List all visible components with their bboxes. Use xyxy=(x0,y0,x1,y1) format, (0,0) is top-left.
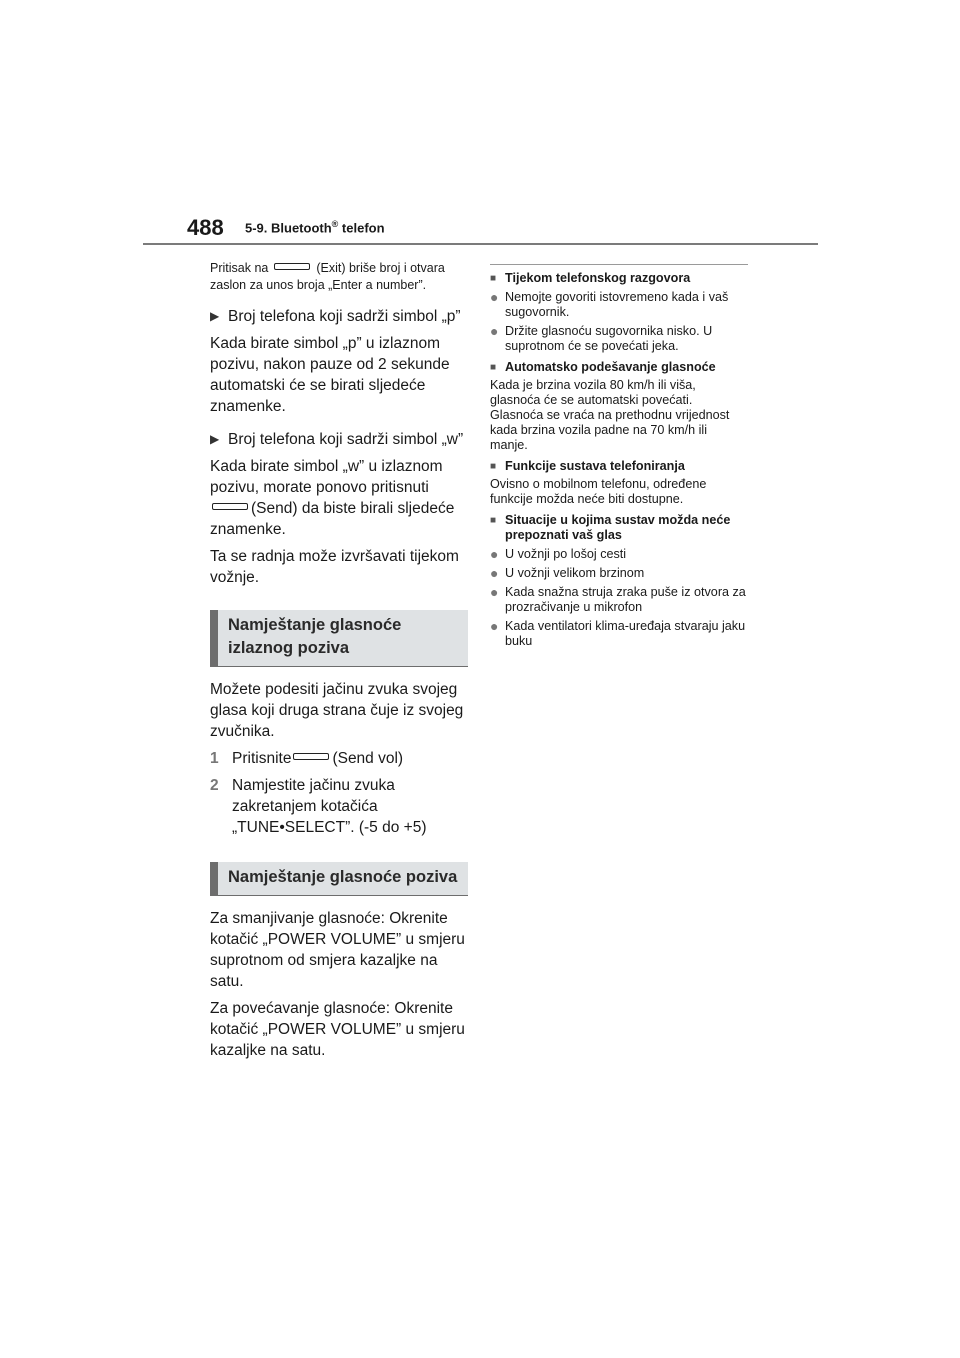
bullet-item: ● U vožnji velikom brzinom xyxy=(490,565,645,581)
item-p-symbol: ▶ Broj telefona koji sadrži simbol „p” xyxy=(210,308,461,325)
right-column xyxy=(490,264,748,653)
dot-bullet-icon: ● xyxy=(490,584,499,600)
bullet-item: ● Kada snažna struja zraka puše iz otvora za prozračivanje u mikrofon xyxy=(490,584,746,614)
item-w-note: Ta se radnja može izvršavati tijekom vožnje. xyxy=(210,548,459,586)
heading-phone-functions: ■ Funkcije sustava telefoniranja xyxy=(490,459,685,473)
dot-bullet-icon: ● xyxy=(490,323,499,339)
exit-note: Pritisak na (Exit) briše broj i otvara zaslon za unos broja „Enter a number”. xyxy=(210,261,445,292)
banner-output-volume: Namještanje glasnoće izlaznog poziva xyxy=(210,610,468,667)
square-bullet-icon: ■ xyxy=(490,461,497,472)
exit-button-icon xyxy=(274,263,310,270)
send-button-icon xyxy=(212,503,248,510)
square-bullet-icon: ■ xyxy=(490,515,497,526)
item-p-body: Kada birate simbol „p” u izlaznom pozivu, nakon pauze od 2 sekunde automatski će se birati sljedeće znamenke. xyxy=(210,335,450,415)
heading-voice-recognition: ■ Situacije u kojima sustav možda neće prepoznati vaš glas xyxy=(490,513,731,542)
heading-during-call: ■ Tijekom telefonskog razgovora xyxy=(490,271,691,285)
page-number: 488 xyxy=(187,215,224,240)
auto-volume-text: Kada je brzina vozila 80 km/h ili viša, glasnoća će se automatski povećati. Glasnoća se vraća na prethodnu vrijednost kada brzina vozila padne na 70 km/h ili manje. xyxy=(490,378,730,452)
send-vol-button-icon xyxy=(293,753,329,760)
phone-functions-text: Ovisno o mobilnom telefonu, određene funkcije možda neće biti dostupne. xyxy=(490,477,707,506)
bullet-item: ● Nemojte govoriti istovremeno kada i vaš sugovornik. xyxy=(490,289,729,319)
square-bullet-icon: ■ xyxy=(490,273,497,284)
square-bullet-icon: ■ xyxy=(490,362,497,373)
bullet-item: ● U vožnji po lošoj cesti xyxy=(490,546,627,562)
heading-auto-volume: ■ Automatsko podešavanje glasnoće xyxy=(490,360,716,374)
decrease-volume-text: Za smanjivanje glasnoće: Okrenite kotačić „POWER VOLUME” u smjeru suprotnom od smjera kazaljke na satu. xyxy=(210,910,465,990)
banner-call-volume: Namještanje glasnoće poziva xyxy=(210,862,468,896)
right-column-rule xyxy=(490,264,748,265)
dot-bullet-icon: ● xyxy=(490,565,499,581)
step-1: 1 Pritisnite (Send vol) xyxy=(210,750,404,767)
bullet-item: ● Držite glasnoću sugovornika nisko. U suprotnom će se povećati jeka. xyxy=(490,323,713,353)
header-divider xyxy=(143,243,818,245)
item-w-symbol: ▶ Broj telefona koji sadrži simbol „w” xyxy=(210,431,464,448)
section-title: 5-9. Bluetooth® telefon xyxy=(245,219,385,236)
dot-bullet-icon: ● xyxy=(490,289,499,305)
item-w-body: Kada birate simbol „w” u izlaznom pozivu, morate ponovo pritisnuti (Send) da biste birali sljedeće znamenke. xyxy=(210,458,455,538)
step-2: 2 Namjestite jačinu zvuka zakretanjem kotačića „TUNE•SELECT”. (-5 do +5) xyxy=(210,777,427,836)
bullet-item: ● Kada ventilatori klima-uređaja stvaraju jaku buku xyxy=(490,618,746,648)
dot-bullet-icon: ● xyxy=(490,546,499,562)
dot-bullet-icon: ● xyxy=(490,618,499,634)
left-column xyxy=(210,260,468,1067)
increase-volume-text: Za povećavanje glasnoće: Okrenite kotačić „POWER VOLUME” u smjeru kazaljke na satu. xyxy=(210,1000,465,1059)
output-volume-intro: Možete podesiti jačinu zvuka svojeg glasa koji druga strana čuje iz svojeg zvučnika. xyxy=(210,681,464,740)
triangle-bullet-icon: ▶ xyxy=(210,432,220,446)
triangle-bullet-icon: ▶ xyxy=(210,309,220,323)
